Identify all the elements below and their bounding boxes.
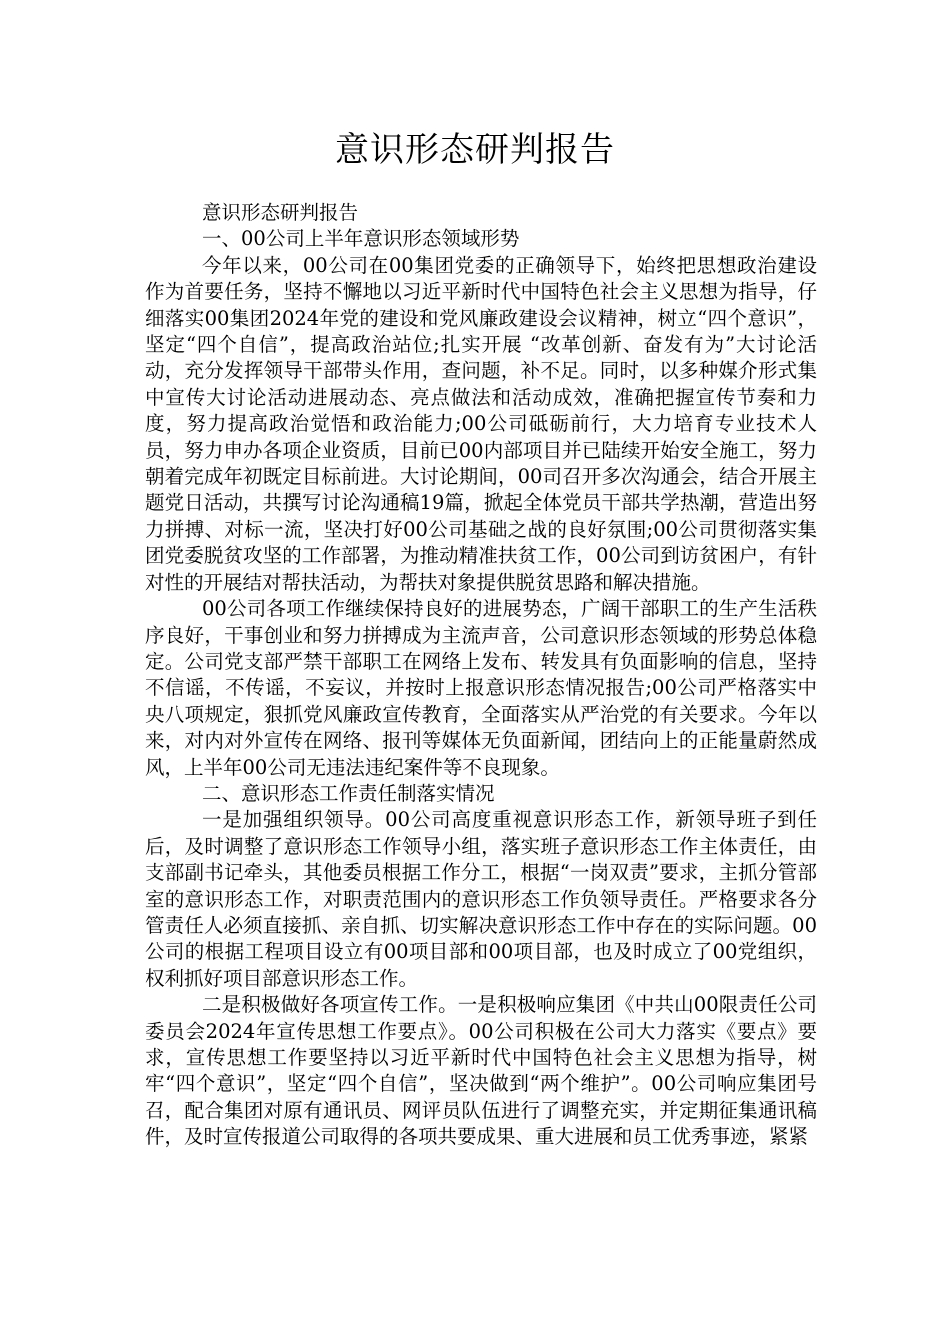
report-subtitle: 意识形态研判报告 — [202, 201, 359, 224]
section-heading-1: 一、00公司上半年意识形态领域形势 — [202, 227, 520, 251]
paragraph-situation-overview: 今年以来，00公司在00集团党委的正确领导下，始终把思想政治建设作为首要任务，坚持不懈地以习近平新时代中国特色社会主义思想为指导，仔细落实00集团2024年党的建设和党风廉政建设会议精神，树立“四个意识”，坚定“四个自信”，提高政治站位;扎实开展 “改革创新、奋发有为”大讨论活动，充分发挥领导干部带头作用，查问题，补不足。同时，以多种媒介形式集中宣传大讨论活动进展动态、亮点做法和活动成效，准确把握宣传节奏和力度，努力提高政治觉悟和政治能力;00公司砥砺前行，大力培育专业技术人员，努力申办各项企业资质，目前已00内部项目并已陆续开始安全施工，努力朝着完成年初既定目标前进。大讨论期间，00司召开多次沟通会，结合开展主题党日活动，共撰写讨论沟通稿19篇，掀起全体党员干部共学热潮，营造出努力拼搏、对标一流，坚决打好00公司基础之战的良好氛围;00公司贯彻落实集团党委脱贫攻坚的工作部署，为推动精准扶贫工作，00公司到访贫困户，有针对性的开展结对帮扶活动，为帮扶对象提供脱贫思路和解决措施。 — [145, 253, 817, 594]
paragraph-situation-stable: 00公司各项工作继续保持良好的进展势态，广阔干部职工的生产生活秩序良好，干事创业和努力拼搏成为主流声音，公司意识形态领域的形势总体稳定。公司党支部严禁干部职工在网络上发布、转发具有负面影响的信息，坚持不信谣，不传谣，不妄议，并按时上报意识形态情况报告;00公司严格落实中央八项规定，狠抓党风廉政宣传教育，全面落实从严治党的有关要求。今年以来，对内对外宣传在网络、报刊等媒体无负面新闻，团结向上的正能量蔚然成风，上半年00公司无违法违纪案件等不良现象。 — [145, 597, 817, 779]
document-body — [145, 200, 817, 1151]
paragraph-organization-leadership: 一是加强组织领导。00公司高度重视意识形态工作，新领导班子到任后，及时调整了意识形态工作领导小组，落实班子意识形态工作主体责任，由支部副书记牵头，其他委员根据工作分工，根据“一岗双责”要求，主抓分管部室的意识形态工作，对职责范围内的意识形态工作负领导责任。严格要求各分管责任人必须直接抓、亲自抓、切实解决意识形态工作中存在的实际问题。00公司的根据工程项目设立有00项目部和00项目部，也及时成立了00党组织，权利抓好项目部意识形态工作。 — [145, 808, 817, 990]
paragraph-publicity-work: 二是积极做好各项宣传工作。一是积极响应集团《中共山00限责任公司委员会2024年宣传思想工作要点》。00公司积极在公司大力落实《要点》要求，宣传思想工作要坚持以习近平新时代中国特色社会主义思想为指导，树牢“四个意识”，坚定“四个自信”，坚决做到“两个维护”。00公司响应集团号召，配合集团对原有通讯员、网评员队伍进行了调整充实，并定期征集通讯稿件，及时宣传报道公司取得的各项共要成果、重大进展和员工优秀事迹，紧紧 — [145, 993, 817, 1149]
section-heading-2: 二、意识形态工作责任制落实情况 — [202, 781, 495, 805]
document-title: 意识形态研判报告 — [335, 130, 615, 170]
